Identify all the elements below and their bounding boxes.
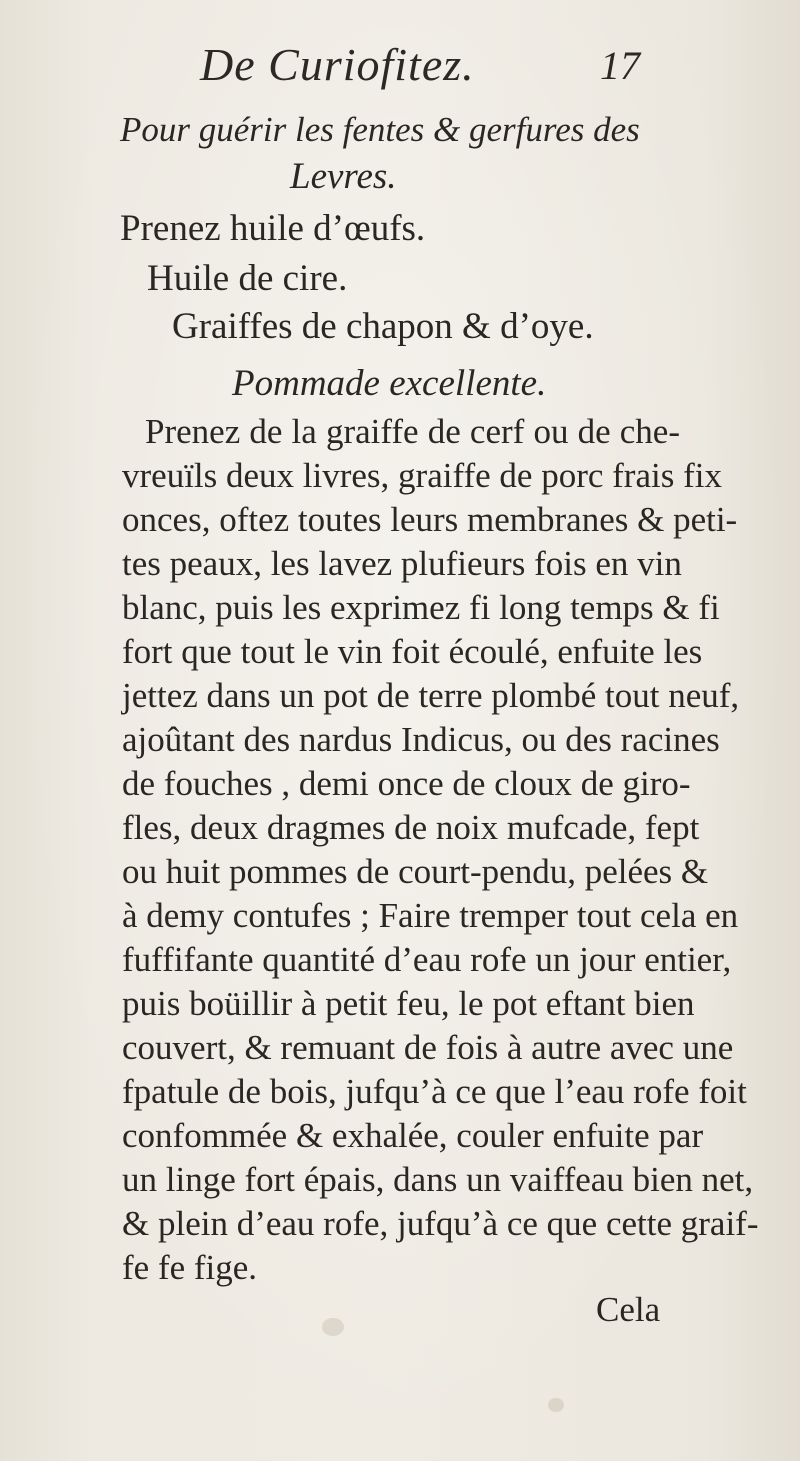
running-title: De Curiofitez. [200,39,475,90]
text-line: un linge fort épais, dans un vaiffeau bien net, [122,1160,754,1199]
text-line: fles, deux dragmes de noix mufcade, fept [122,808,700,847]
text-line: & plein d’eau rofe, jufqu’à ce que cette graif- [122,1204,759,1243]
text-line: fort que tout le vin foit écoulé, enfuite les [122,632,703,671]
paper-stain [548,1398,564,1412]
text-line: fpatule de bois, jufqu’à ce que l’eau rofe foit [122,1072,747,1111]
text-line: couvert, & remuant de fois à autre avec une [122,1028,734,1067]
running-head [0,38,800,94]
ingredient-item: Prenez huile d’œufs. [120,208,426,249]
text-line: de fouches , demi once de cloux de giro- [122,764,691,803]
text-line: vreuïls deux livres, graiffe de porc frais fix [122,456,722,495]
text-line: puis boüillir à petit feu, le pot eftant bien [122,984,695,1023]
section-title-line-1: Pour guérir les fentes & gerfures des [120,110,640,149]
ingredient-item: Huile de cire. [147,258,348,299]
paper-stain [322,1318,344,1336]
text-line: jettez dans un pot de terre plombé tout neuf, [122,676,740,715]
catchword: Cela [596,1290,661,1329]
recipe-title: Pommade excellente. [232,363,547,404]
text-line: tes peaux, les lavez plufieurs fois en vin [122,544,682,583]
text-line: blanc, puis les exprimez fi long temps & fi [122,588,720,627]
text-line: fe fe fige. [122,1248,258,1287]
section-title-line-2: Levres. [290,156,397,197]
text-line: confommée & exhalée, couler enfuite par [122,1116,704,1155]
text-line: ou huit pommes de court-pendu, pelées & [122,852,709,891]
page-number: 17 [600,43,640,88]
text-line: Prenez de la graiffe de cerf ou de che- [145,412,680,451]
text-line: onces, oftez toutes leurs membranes & peti- [122,500,738,539]
text-line: à demy contufes ; Faire tremper tout cela en [122,896,739,935]
text-line: fuffifante quantité d’eau rofe un jour entier, [122,940,732,979]
ingredient-item: Graiffes de chapon & d’oye. [172,306,594,347]
text-line: ajoûtant des nardus Indicus, ou des racines [122,720,720,759]
